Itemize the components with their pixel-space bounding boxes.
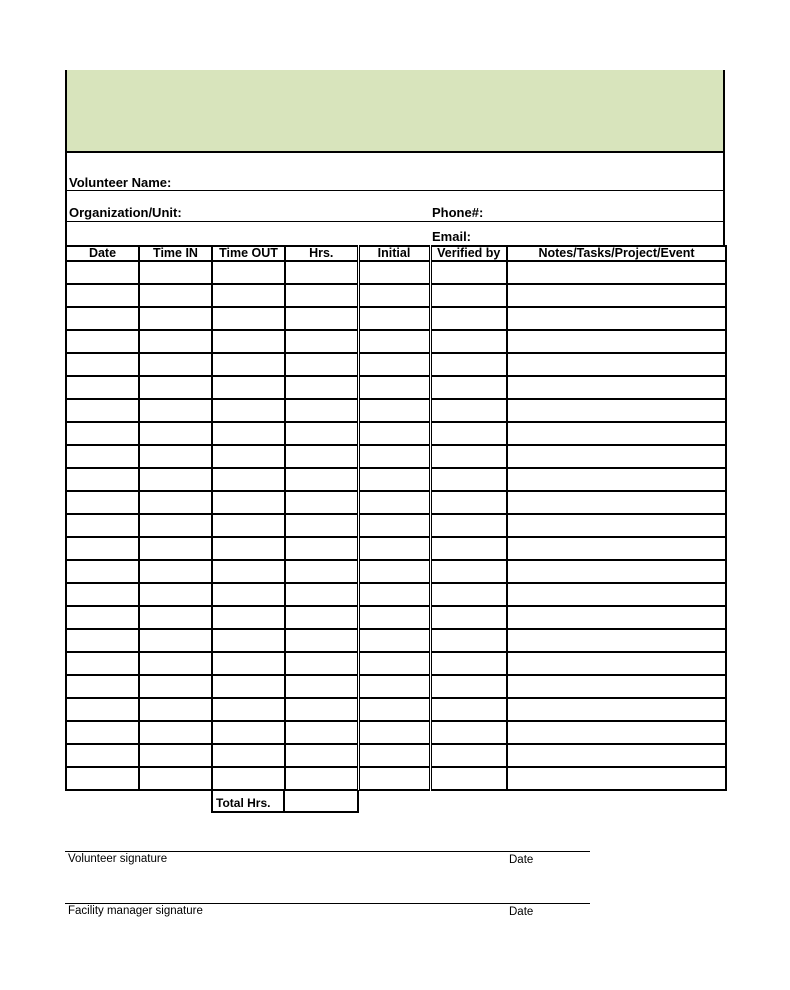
cell-time-out[interactable] (212, 767, 285, 790)
table-header-row (66, 246, 726, 261)
cell-hours[interactable] (285, 399, 358, 422)
cell-time-in[interactable] (139, 675, 212, 698)
table-row (66, 537, 726, 560)
column-header-date: Date (66, 246, 139, 261)
cell-time-in[interactable] (139, 606, 212, 629)
cell-time-out[interactable] (212, 721, 285, 744)
cell-date[interactable] (66, 284, 139, 307)
volunteer-name-line[interactable] (67, 190, 723, 191)
cell-notes[interactable] (507, 491, 726, 514)
cell-time-out[interactable] (212, 537, 285, 560)
cell-initial[interactable] (358, 284, 430, 307)
table-row (66, 583, 726, 606)
cell-time-out[interactable] (212, 491, 285, 514)
header-band (65, 70, 725, 152)
cell-date[interactable] (66, 307, 139, 330)
cell-verified-by[interactable] (430, 491, 507, 514)
column-header-hours: Hrs. (285, 246, 358, 261)
cell-time-in[interactable] (139, 307, 212, 330)
cell-time-in[interactable] (139, 767, 212, 790)
table-row (66, 652, 726, 675)
organization-label: Organization/Unit: (69, 205, 182, 220)
cell-notes[interactable] (507, 445, 726, 468)
cell-time-out[interactable] (212, 422, 285, 445)
volunteer-signature-label: Volunteer signature (68, 853, 168, 865)
cell-time-out[interactable] (212, 583, 285, 606)
cell-time-out[interactable] (212, 445, 285, 468)
cell-notes[interactable] (507, 767, 726, 790)
total-hours-label: Total Hrs. (211, 790, 285, 813)
table-row (66, 629, 726, 652)
table-row (66, 330, 726, 353)
cell-time-out[interactable] (212, 284, 285, 307)
cell-time-out[interactable] (212, 560, 285, 583)
cell-notes[interactable] (507, 652, 726, 675)
log-table (65, 245, 727, 791)
cell-time-out[interactable] (212, 606, 285, 629)
cell-hours[interactable] (285, 353, 358, 376)
cell-time-in[interactable] (139, 353, 212, 376)
cell-notes[interactable] (507, 606, 726, 629)
cell-date[interactable] (66, 445, 139, 468)
cell-hours[interactable] (285, 261, 358, 284)
cell-hours[interactable] (285, 307, 358, 330)
cell-notes[interactable] (507, 583, 726, 606)
table-row (66, 698, 726, 721)
cell-date[interactable] (66, 491, 139, 514)
cell-date[interactable] (66, 399, 139, 422)
cell-time-in[interactable] (139, 583, 212, 606)
cell-verified-by[interactable] (430, 629, 507, 652)
cell-time-in[interactable] (139, 468, 212, 491)
cell-initial[interactable] (358, 514, 430, 537)
cell-initial[interactable] (358, 353, 430, 376)
cell-time-out[interactable] (212, 376, 285, 399)
total-row (211, 790, 359, 813)
cell-verified-by[interactable] (430, 422, 507, 445)
cell-time-in[interactable] (139, 537, 212, 560)
manager-signature-label: Facility manager signature (68, 905, 203, 917)
cell-notes[interactable] (507, 376, 726, 399)
cell-notes[interactable] (507, 514, 726, 537)
cell-notes[interactable] (507, 261, 726, 284)
cell-hours[interactable] (285, 491, 358, 514)
cell-date[interactable] (66, 721, 139, 744)
cell-date[interactable] (66, 468, 139, 491)
total-hours-cell[interactable] (285, 790, 359, 813)
table-row (66, 399, 726, 422)
cell-hours[interactable] (285, 284, 358, 307)
cell-initial[interactable] (358, 261, 430, 284)
cell-time-in[interactable] (139, 491, 212, 514)
cell-notes[interactable] (507, 721, 726, 744)
table-row (66, 721, 726, 744)
cell-notes[interactable] (507, 399, 726, 422)
cell-time-out[interactable] (212, 514, 285, 537)
cell-hours[interactable] (285, 537, 358, 560)
table-row (66, 514, 726, 537)
cell-date[interactable] (66, 376, 139, 399)
cell-hours[interactable] (285, 376, 358, 399)
cell-initial[interactable] (358, 721, 430, 744)
cell-verified-by[interactable] (430, 353, 507, 376)
cell-initial[interactable] (358, 698, 430, 721)
cell-initial[interactable] (358, 399, 430, 422)
column-header-notes: Notes/Tasks/Project/Event (507, 246, 726, 261)
column-header-time-out: Time OUT (212, 246, 285, 261)
cell-verified-by[interactable] (430, 560, 507, 583)
cell-hours[interactable] (285, 698, 358, 721)
table-row (66, 491, 726, 514)
cell-time-out[interactable] (212, 698, 285, 721)
volunteer-signature-line[interactable] (65, 851, 590, 852)
cell-date[interactable] (66, 652, 139, 675)
cell-verified-by[interactable] (430, 307, 507, 330)
cell-verified-by[interactable] (430, 284, 507, 307)
cell-notes[interactable] (507, 560, 726, 583)
table-row (66, 606, 726, 629)
cell-initial[interactable] (358, 491, 430, 514)
organization-line[interactable] (67, 221, 723, 222)
cell-time-in[interactable] (139, 399, 212, 422)
cell-notes[interactable] (507, 698, 726, 721)
cell-time-out[interactable] (212, 261, 285, 284)
cell-initial[interactable] (358, 376, 430, 399)
cell-hours[interactable] (285, 606, 358, 629)
cell-verified-by[interactable] (430, 606, 507, 629)
manager-signature-line[interactable] (65, 903, 590, 904)
cell-hours[interactable] (285, 445, 358, 468)
cell-initial[interactable] (358, 629, 430, 652)
cell-hours[interactable] (285, 583, 358, 606)
cell-time-in[interactable] (139, 629, 212, 652)
cell-initial[interactable] (358, 307, 430, 330)
cell-initial[interactable] (358, 422, 430, 445)
cell-time-out[interactable] (212, 675, 285, 698)
cell-date[interactable] (66, 560, 139, 583)
cell-hours[interactable] (285, 468, 358, 491)
cell-date[interactable] (66, 514, 139, 537)
cell-verified-by[interactable] (430, 468, 507, 491)
cell-time-out[interactable] (212, 629, 285, 652)
manager-date-label: Date (509, 906, 534, 918)
cell-time-in[interactable] (139, 261, 212, 284)
cell-hours[interactable] (285, 744, 358, 767)
column-header-time-in: Time IN (139, 246, 212, 261)
cell-notes[interactable] (507, 468, 726, 491)
column-header-verified-by: Verified by (430, 246, 507, 261)
cell-date[interactable] (66, 261, 139, 284)
cell-verified-by[interactable] (430, 537, 507, 560)
cell-initial[interactable] (358, 537, 430, 560)
cell-time-out[interactable] (212, 652, 285, 675)
cell-verified-by[interactable] (430, 652, 507, 675)
cell-initial[interactable] (358, 560, 430, 583)
table-row (66, 560, 726, 583)
cell-time-in[interactable] (139, 744, 212, 767)
cell-notes[interactable] (507, 675, 726, 698)
cell-verified-by[interactable] (430, 445, 507, 468)
cell-hours[interactable] (285, 330, 358, 353)
cell-hours[interactable] (285, 721, 358, 744)
cell-notes[interactable] (507, 537, 726, 560)
info-block (65, 152, 725, 245)
cell-verified-by[interactable] (430, 675, 507, 698)
cell-verified-by[interactable] (430, 744, 507, 767)
cell-time-in[interactable] (139, 698, 212, 721)
cell-time-out[interactable] (212, 330, 285, 353)
cell-date[interactable] (66, 537, 139, 560)
cell-hours[interactable] (285, 422, 358, 445)
cell-time-in[interactable] (139, 445, 212, 468)
cell-verified-by[interactable] (430, 583, 507, 606)
cell-notes[interactable] (507, 744, 726, 767)
cell-initial[interactable] (358, 652, 430, 675)
table-row (66, 468, 726, 491)
cell-initial[interactable] (358, 744, 430, 767)
cell-hours[interactable] (285, 514, 358, 537)
cell-time-in[interactable] (139, 376, 212, 399)
cell-time-out[interactable] (212, 307, 285, 330)
cell-initial[interactable] (358, 675, 430, 698)
cell-verified-by[interactable] (430, 376, 507, 399)
cell-date[interactable] (66, 330, 139, 353)
cell-hours[interactable] (285, 560, 358, 583)
cell-date[interactable] (66, 767, 139, 790)
cell-verified-by[interactable] (430, 261, 507, 284)
cell-verified-by[interactable] (430, 399, 507, 422)
table-row (66, 767, 726, 790)
table-row (66, 675, 726, 698)
cell-verified-by[interactable] (430, 767, 507, 790)
cell-date[interactable] (66, 583, 139, 606)
table-row (66, 376, 726, 399)
table-row (66, 353, 726, 376)
volunteer-date-label: Date (509, 854, 534, 866)
cell-time-in[interactable] (139, 330, 212, 353)
cell-time-in[interactable] (139, 721, 212, 744)
cell-time-in[interactable] (139, 560, 212, 583)
phone-label: Phone#: (432, 205, 484, 220)
cell-time-in[interactable] (139, 514, 212, 537)
cell-date[interactable] (66, 353, 139, 376)
cell-initial[interactable] (358, 767, 430, 790)
cell-time-out[interactable] (212, 468, 285, 491)
cell-initial[interactable] (358, 330, 430, 353)
column-header-initial: Initial (358, 246, 430, 261)
cell-time-out[interactable] (212, 399, 285, 422)
table-row (66, 445, 726, 468)
cell-verified-by[interactable] (430, 721, 507, 744)
cell-initial[interactable] (358, 445, 430, 468)
table-row (66, 284, 726, 307)
cell-date[interactable] (66, 422, 139, 445)
cell-time-in[interactable] (139, 422, 212, 445)
email-label: Email: (432, 229, 472, 244)
cell-verified-by[interactable] (430, 698, 507, 721)
cell-hours[interactable] (285, 629, 358, 652)
cell-date[interactable] (66, 744, 139, 767)
cell-notes[interactable] (507, 330, 726, 353)
cell-notes[interactable] (507, 353, 726, 376)
cell-hours[interactable] (285, 652, 358, 675)
cell-date[interactable] (66, 675, 139, 698)
cell-time-in[interactable] (139, 652, 212, 675)
cell-date[interactable] (66, 606, 139, 629)
cell-time-out[interactable] (212, 744, 285, 767)
cell-notes[interactable] (507, 307, 726, 330)
cell-date[interactable] (66, 698, 139, 721)
cell-initial[interactable] (358, 583, 430, 606)
cell-date[interactable] (66, 629, 139, 652)
table-row (66, 422, 726, 445)
table-row (66, 261, 726, 284)
cell-verified-by[interactable] (430, 514, 507, 537)
table-row (66, 744, 726, 767)
cell-time-out[interactable] (212, 353, 285, 376)
table-row (66, 307, 726, 330)
cell-verified-by[interactable] (430, 330, 507, 353)
volunteer-name-label: Volunteer Name: (69, 175, 172, 190)
cell-initial[interactable] (358, 468, 430, 491)
table-body (66, 261, 726, 790)
cell-hours[interactable] (285, 767, 358, 790)
cell-time-in[interactable] (139, 284, 212, 307)
cell-initial[interactable] (358, 606, 430, 629)
cell-notes[interactable] (507, 422, 726, 445)
cell-notes[interactable] (507, 284, 726, 307)
cell-hours[interactable] (285, 675, 358, 698)
cell-notes[interactable] (507, 629, 726, 652)
